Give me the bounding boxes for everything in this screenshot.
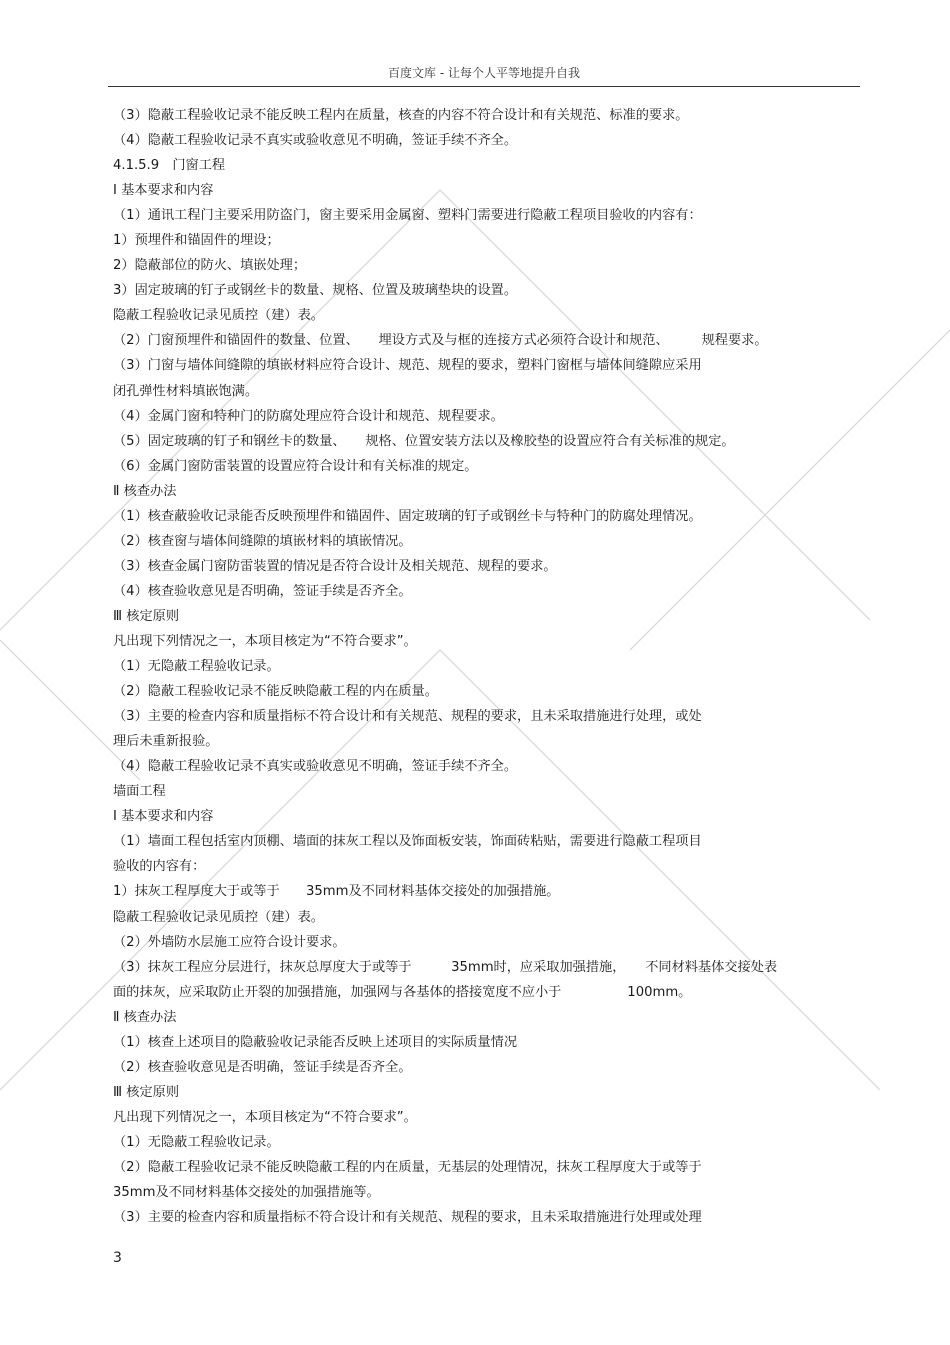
text-line: 面的抹灰，应采取防止开裂的加强措施，加强网与各基体的搭接宽度不应小于 100mm。 bbox=[113, 984, 692, 1000]
text-line: （4）核查验收意见是否明确，签证手续是否齐全。 bbox=[113, 583, 412, 599]
text-line: Ⅲ 核定原则 bbox=[113, 1084, 180, 1100]
text-line: 墙面工程 bbox=[113, 784, 166, 800]
text-line: （1）无隐蔽工程验收记录。 bbox=[113, 659, 280, 675]
running-header: 百度文库 - 让每个人平等地提升自我 bbox=[388, 66, 580, 80]
text-line: （4）隐蔽工程验收记录不真实或验收意见不明确，签证手续不齐全。 bbox=[113, 133, 518, 149]
text-line: （4）金属门窗和特种门的防腐处理应符合设计和规范、规程要求。 bbox=[113, 408, 504, 424]
text-line: （5）固定玻璃的钉子和钢丝卡的数量、 规格、位置安装方法以及橡胶垫的设置应符合有关标准的规定。 bbox=[113, 433, 735, 449]
text-line: 验收的内容有： bbox=[113, 859, 206, 875]
text-line: （3）抹灰工程应分层进行，抹灰总厚度大于或等于 35mm时，应采取加强措施， 不同材料基体交接处表 bbox=[113, 959, 778, 975]
text-line: 2）隐蔽部位的防火、填嵌处理； bbox=[113, 258, 307, 274]
text-line: （3）主要的检查内容和质量指标不符合设计和有关规范、规程的要求，且未采取措施进行处理或处理 bbox=[113, 1210, 702, 1226]
text-line: （3）隐蔽工程验收记录不能反映工程内在质量，核查的内容不符合设计和有关规范、标准的要求。 bbox=[113, 108, 689, 123]
text-line: 凡出现下列情况之一，本项目核定为“不符合要求”。 bbox=[113, 633, 417, 649]
text-line: 闭孔弹性材料填嵌饱满。 bbox=[113, 383, 259, 399]
text-line: （1）核查蔽验收记录能否反映预埋件和锚固件、固定玻璃的钉子或钢丝卡与特种门的防腐处理情况。 bbox=[113, 508, 702, 524]
text-line: 3）固定玻璃的钉子或钢丝卡的数量、规格、位置及玻璃垫块的设置。 bbox=[113, 283, 518, 299]
text-line: （6）金属门窗防雷装置的设置应符合设计和有关标准的规定。 bbox=[113, 458, 478, 474]
text-line: （4）隐蔽工程验收记录不真实或验收意见不明确，签证手续不齐全。 bbox=[113, 759, 518, 775]
text-line: 凡出现下列情况之一，本项目核定为“不符合要求”。 bbox=[113, 1109, 417, 1125]
text-line: Ⅲ 核定原则 bbox=[113, 608, 180, 624]
text-line: 35mm及不同材料基体交接处的加强措施等。 bbox=[113, 1185, 380, 1201]
text-line: （1）无隐蔽工程验收记录。 bbox=[113, 1134, 280, 1150]
text-line: 理后未重新报验。 bbox=[113, 734, 219, 750]
text-line: （1）核查上述项目的隐蔽验收记录能否反映上述项目的实际质量情况 bbox=[113, 1034, 518, 1050]
text-line: （2）核查验收意见是否明确，签证手续是否齐全。 bbox=[113, 1059, 412, 1075]
text-line: （1）墙面工程包括室内顶棚、墙面的抹灰工程以及饰面板安装，饰面砖粘贴，需要进行隐蔽工程项目 bbox=[113, 834, 702, 850]
text-line: 1）抹灰工程厚度大于或等于 35mm及不同材料基体交接处的加强措施。 bbox=[113, 884, 560, 900]
text-line: （2）核查窗与墙体间缝隙的填嵌材料的填嵌情况。 bbox=[113, 533, 412, 549]
text-line: （2）门窗预埋件和锚固件的数量、位置、 埋设方式及与框的连接方式必须符合设计和规范、 规程要求。 bbox=[113, 333, 768, 349]
header-rule bbox=[108, 86, 860, 87]
text-line: （3）主要的检查内容和质量指标不符合设计和有关规范、规程的要求，且未采取措施进行处理，或处 bbox=[113, 709, 702, 725]
document-body bbox=[113, 103, 858, 1230]
text-line: 1）预埋件和锚固件的埋设； bbox=[113, 233, 280, 249]
text-line: Ⅰ 基本要求和内容 bbox=[113, 809, 214, 825]
page-number: 3 bbox=[113, 1250, 122, 1266]
text-line: （2）隐蔽工程验收记录不能反映隐蔽工程的内在质量，无基层的处理情况，抹灰工程厚度大于或等于 bbox=[113, 1159, 702, 1175]
text-line: （1）通讯工程门主要采用防盗门，窗主要采用金属窗、塑料门需要进行隐蔽工程项目验收的内容有： bbox=[113, 208, 702, 224]
text-line: （2）隐蔽工程验收记录不能反映隐蔽工程的内在质量。 bbox=[113, 684, 438, 700]
text-line: Ⅱ 核查办法 bbox=[113, 1009, 177, 1025]
text-line: 隐蔽工程验收记录见质控（建）表。 bbox=[113, 909, 324, 925]
text-line: （3）门窗与墙体间缝隙的填嵌材料应符合设计、规范、规程的要求，塑料门窗框与墙体间缝隙应采用 bbox=[113, 358, 702, 374]
text-line: （2）外墙防水层施工应符合设计要求。 bbox=[113, 934, 346, 950]
text-line: 4.1.5.9 门窗工程 bbox=[113, 158, 226, 174]
text-line: Ⅱ 核查办法 bbox=[113, 483, 177, 499]
text-line: 隐蔽工程验收记录见质控（建）表。 bbox=[113, 308, 324, 324]
text-line: Ⅰ 基本要求和内容 bbox=[113, 183, 214, 199]
text-line: （3）核查金属门窗防雷装置的情况是否符合设计及相关规范、规程的要求。 bbox=[113, 558, 557, 574]
